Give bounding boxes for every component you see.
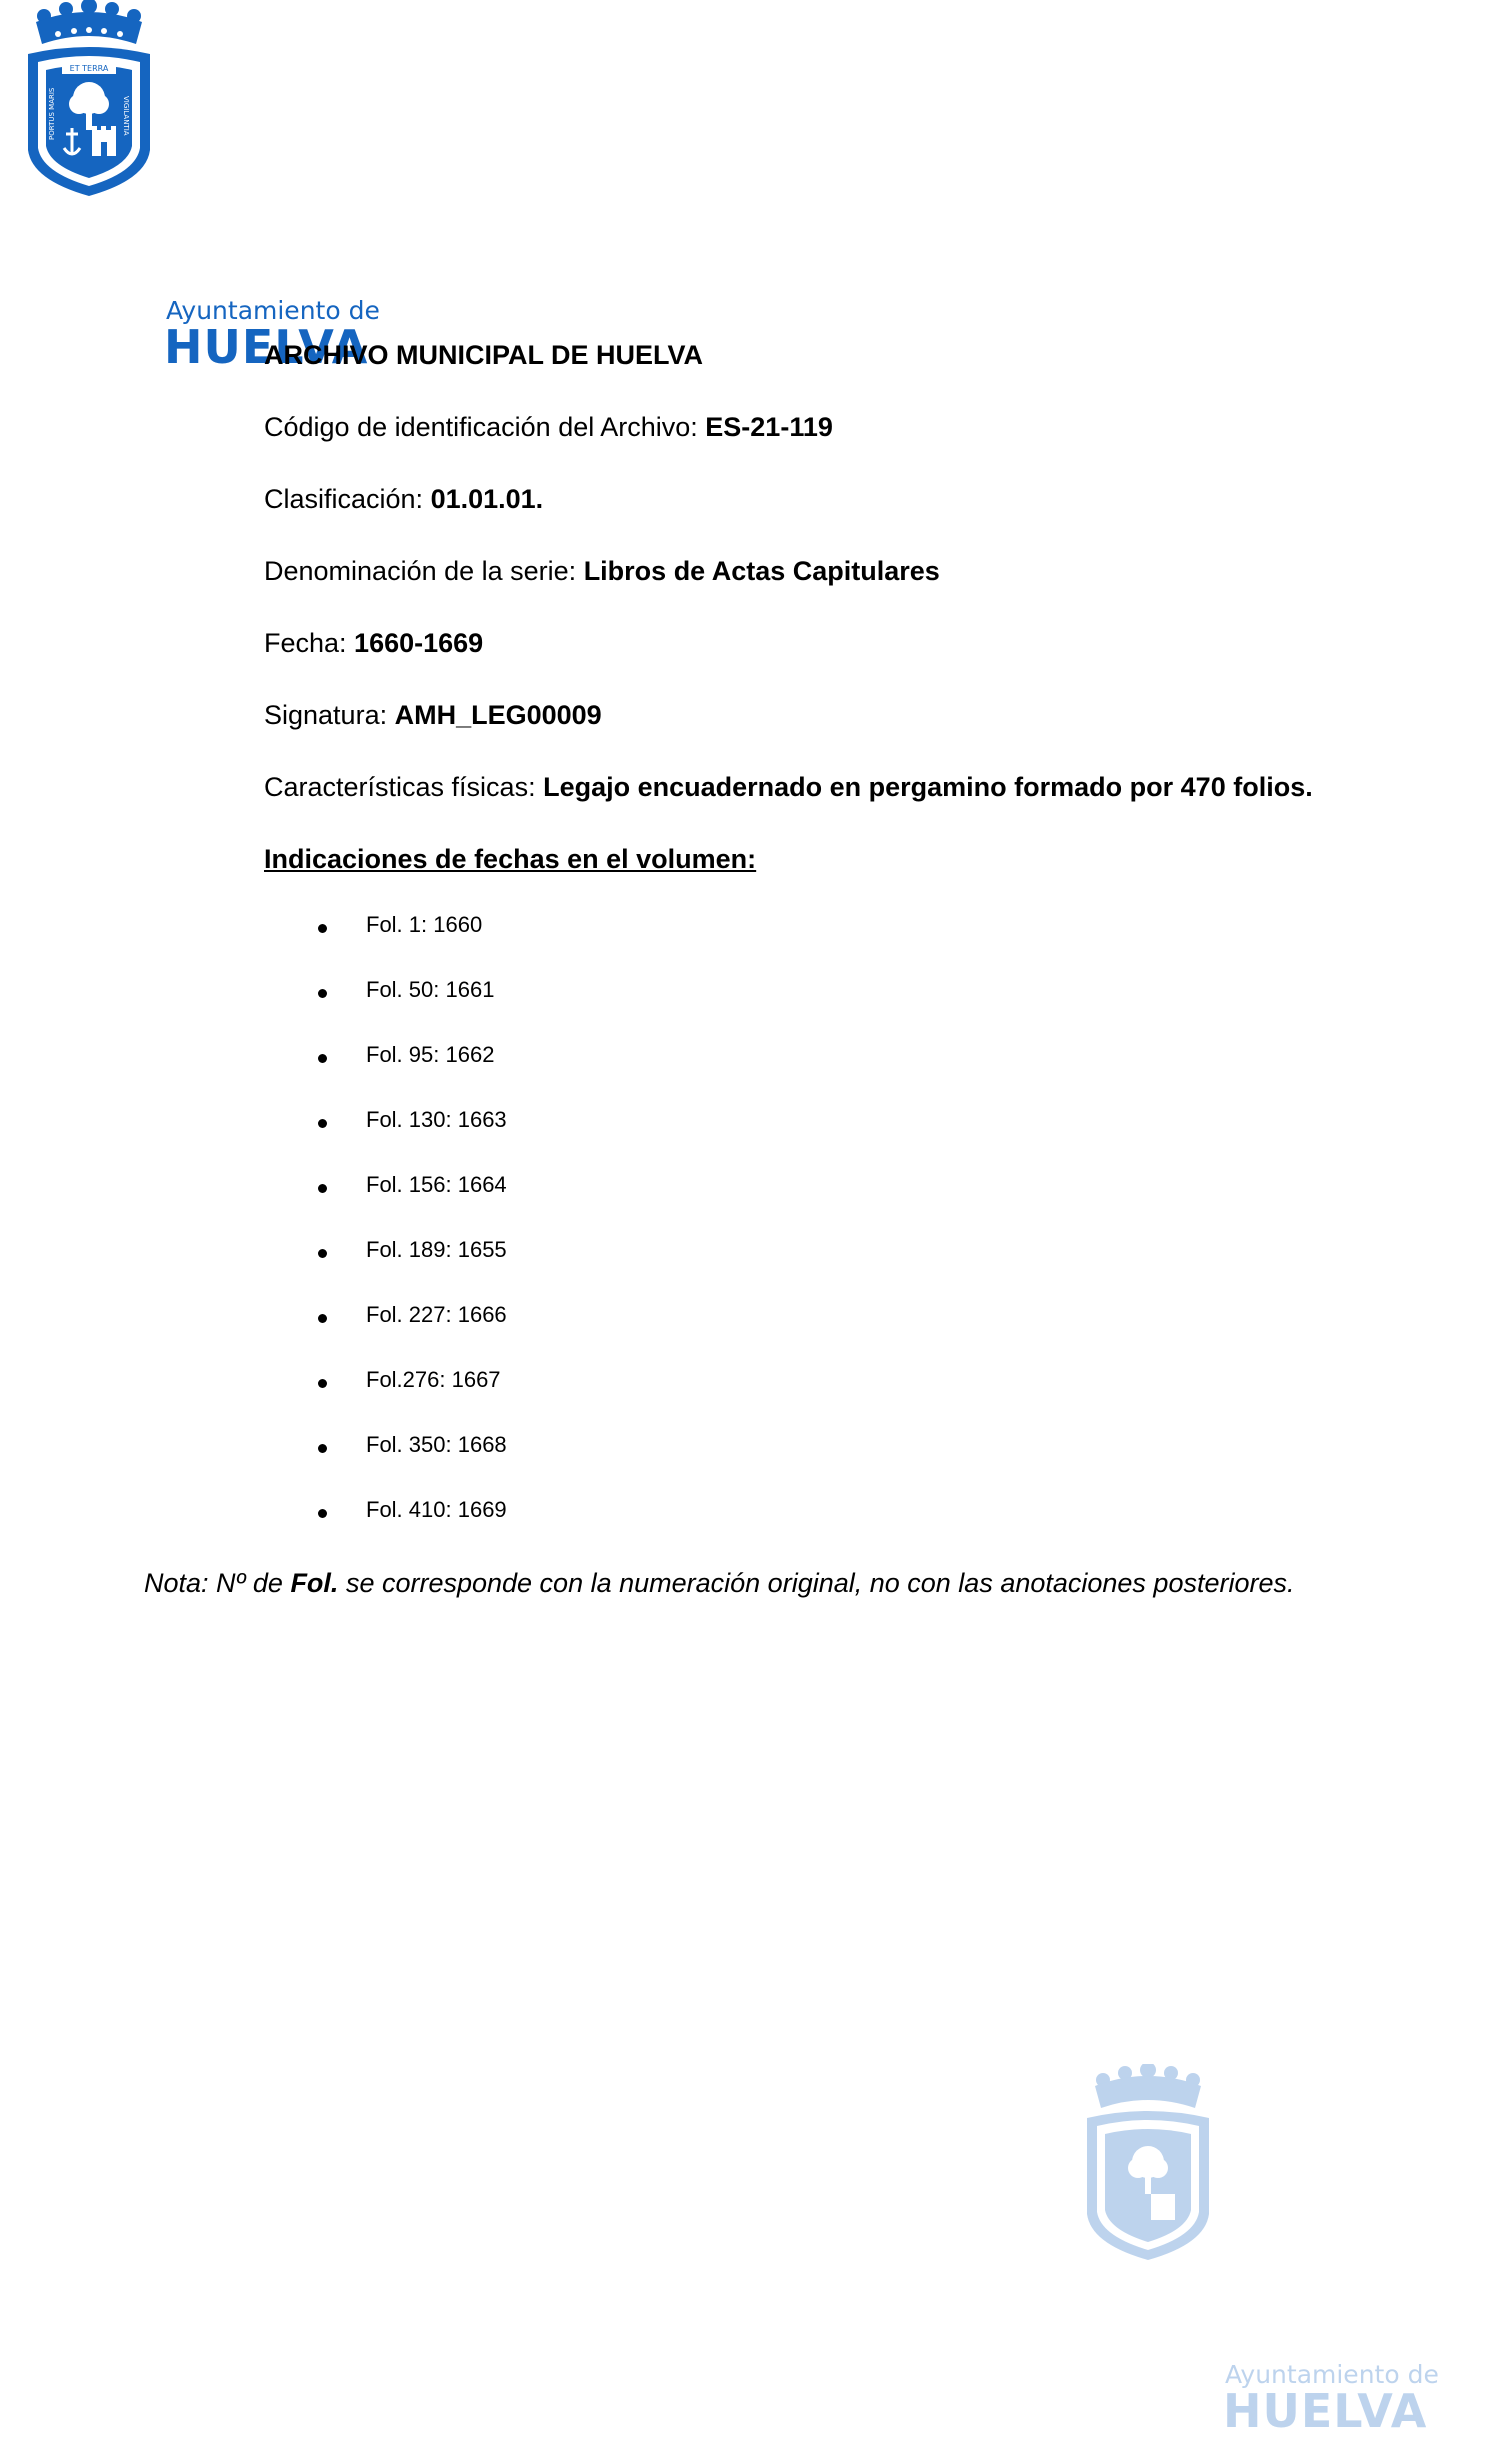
- ayuntamiento-logo: [24, 0, 380, 374]
- signature-value: AMH_LEG00009: [394, 700, 602, 730]
- date-label: Fecha:: [264, 628, 355, 658]
- id-code-row: [264, 412, 833, 443]
- date-value: 1660-1669: [354, 628, 484, 658]
- classification-label: Clasificación:: [264, 484, 431, 514]
- note-bold: Fol.: [290, 1568, 339, 1598]
- huelva-shield-icon: [24, 0, 154, 200]
- date-row: [264, 628, 483, 659]
- svg-text:ET TERRA: ET TERRA: [69, 64, 109, 73]
- classification-value: 01.01.01.: [430, 484, 544, 514]
- physical-value: Legajo encuadernado en pergamino formado por 470 folios.: [543, 772, 1313, 802]
- note-prefix: Nota: Nº de: [144, 1568, 291, 1598]
- svg-text:PORTUS MARIS: PORTUS MARIS: [48, 87, 56, 140]
- logo-line-1: Ayuntamiento de: [166, 296, 380, 325]
- classification-row: [264, 484, 543, 515]
- id-code-label: Código de identificación del Archivo:: [264, 412, 706, 442]
- footnote: [144, 1568, 1295, 1599]
- watermark-line-2: HUELVA: [1223, 2384, 1428, 2438]
- physical-row: [264, 772, 1313, 803]
- physical-label: Características físicas:: [264, 772, 544, 802]
- svg-text:VIGILANTIA: VIGILANTIA: [122, 96, 130, 136]
- watermark-line-1: Ayuntamiento de: [1225, 2360, 1439, 2389]
- note-suffix: se corresponde con la numeración original, no con las anotaciones posteriores.: [338, 1568, 1295, 1598]
- archive-title: ARCHIVO MUNICIPAL DE HUELVA: [264, 340, 704, 370]
- signature-label: Signatura:: [264, 700, 395, 730]
- dates-heading: Indicaciones de fechas en el volumen:: [264, 844, 757, 874]
- watermark-logo: [1083, 2064, 1439, 2438]
- id-code-value: ES-21-119: [705, 412, 833, 442]
- series-value: Libros de Actas Capitulares: [583, 556, 940, 586]
- logo-line-2: HUELVA: [164, 320, 369, 374]
- signature-row: [264, 700, 602, 731]
- series-row: [264, 556, 940, 587]
- huelva-shield-watermark-icon: [1083, 2064, 1213, 2264]
- series-label: Denominación de la serie:: [264, 556, 584, 586]
